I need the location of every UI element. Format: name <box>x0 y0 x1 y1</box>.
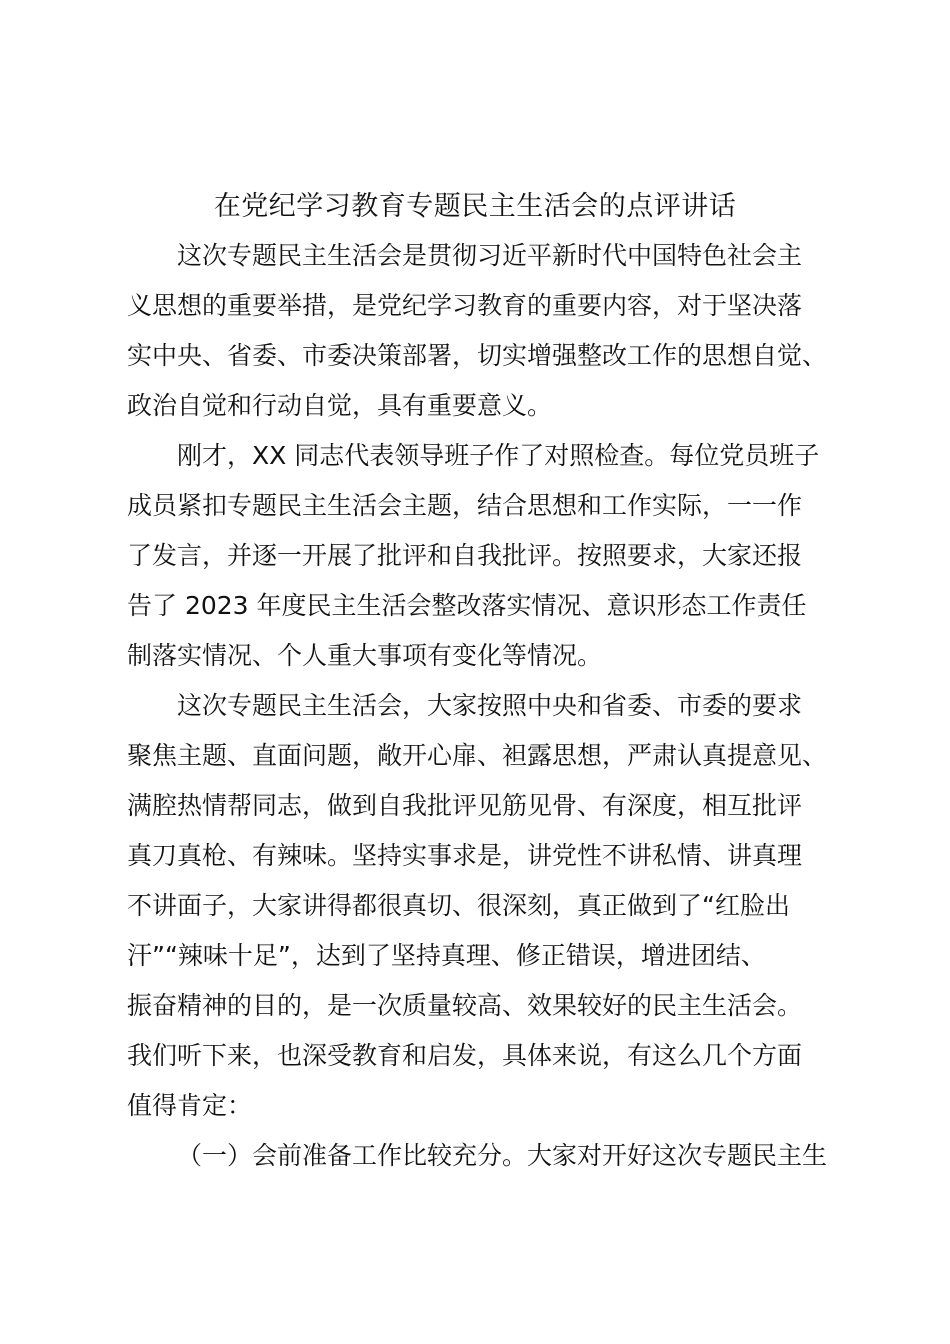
document-title: 在党纪学习教育专题民主生活会的点评讲话 <box>213 191 737 222</box>
paragraph-3-line-6: 汗”“辣味十足”，达到了坚持真理、修正错误，增进团结、 <box>127 941 766 970</box>
paragraph-1-line-1: 这次专题民主生活会是贯彻习近平新时代中国特色社会主 <box>177 241 803 270</box>
paragraph-2-line-2: 成员紧扣专题民主生活会主题，结合思想和工作实际，一一作 <box>127 491 803 520</box>
paragraph-3-line-8: 我们听下来，也深受教育和启发，具体来说，有这么几个方面 <box>127 1041 803 1070</box>
paragraph-4-line-1: （一）会前准备工作比较充分。大家对开好这次专题民主生 <box>177 1141 828 1170</box>
paragraph-3-line-2: 聚焦主题、直面问题，敞开心扉、袒露思想，严肃认真提意见、 <box>127 741 828 770</box>
paragraph-2-line-1: 刚才，XX 同志代表领导班子作了对照检查。每位党员班子 <box>177 441 820 470</box>
paragraph-1-line-3: 实中央、省委、市委决策部署，切实增强整改工作的思想自觉、 <box>127 341 828 370</box>
paragraph-3-line-5: 不讲面子，大家讲得都很真切、很深刻，真正做到了“红脸出 <box>127 891 790 920</box>
paragraph-2-line-4: 告了 2023 年度民主生活会整改落实情况、意识形态工作责任 <box>127 591 807 620</box>
document-body <box>127 231 843 1181</box>
paragraph-2-line-5: 制落实情况、个人重大事项有变化等情况。 <box>127 641 603 670</box>
paragraph-3-line-3: 满腔热情帮同志，做到自我批评见筋见骨、有深度，相互批评 <box>127 791 803 820</box>
paragraph-3-line-7: 振奋精神的目的，是一次质量较高、效果较好的民主生活会。 <box>127 991 803 1020</box>
paragraph-1-line-2: 义思想的重要举措，是党纪学习教育的重要内容，对于坚决落 <box>127 291 803 320</box>
paragraph-3-line-9: 值得肯定： <box>127 1091 253 1120</box>
paragraph-3-line-4: 真刀真枪、有辣味。坚持实事求是，讲党性不讲私情、讲真理 <box>127 841 803 870</box>
paragraph-2-line-3: 了发言，并逐一开展了批评和自我批评。按照要求，大家还报 <box>127 541 803 570</box>
paragraph-3-line-1: 这次专题民主生活会，大家按照中央和省委、市委的要求 <box>177 691 803 720</box>
paragraph-1-line-4: 政治自觉和行动自觉，具有重要意义。 <box>127 391 553 420</box>
